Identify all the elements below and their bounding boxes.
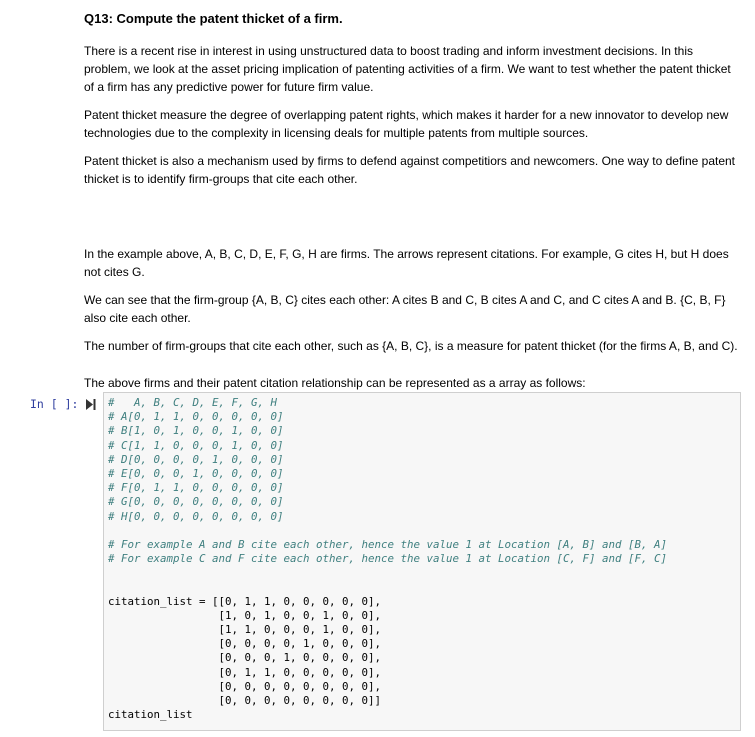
code-line: [0, 0, 0, 0, 0, 0, 0, 0], (108, 679, 382, 693)
code-line (108, 580, 667, 594)
code-comment-line: # G[0, 0, 0, 0, 0, 0, 0, 0] (108, 495, 284, 509)
code-line: [0, 1, 1, 0, 0, 0, 0, 0], (108, 665, 382, 679)
code-line (108, 566, 667, 580)
code-comment-line: # D[0, 0, 0, 0, 1, 0, 0, 0] (108, 452, 284, 466)
code-line: citation_list (108, 708, 193, 722)
question-title: Q13: Compute the patent thicket of a firm. (84, 11, 343, 26)
paragraph: In the example above, A, B, C, D, E, F, G, H are firms. The arrows represent citations. For example, G cites H, but H does not cites G. (84, 247, 729, 279)
code-comment-line: # C[1, 1, 0, 0, 0, 1, 0, 0] (108, 438, 284, 452)
paragraph: There is a recent rise in interest in using unstructured data to boost trading and inform investment decisions. In this problem, we look at the asset pricing implication of patenting activities of a firm. We want to test whether the patent thicket of a firm has any predictive power for future firm value. (84, 44, 731, 94)
code-line: [1, 1, 0, 0, 0, 1, 0, 0], (108, 623, 382, 636)
code-comment-line: # For example C and F cite each other, hence the value 1 at Location [C, F] and [F, C] (108, 552, 668, 566)
missing-image-placeholder (84, 198, 739, 245)
code-line: citation_list = [[0, 1, 1, 0, 0, 0, 0, 0], (108, 594, 382, 608)
code-line: [0, 0, 0, 0, 0, 0, 0, 0]] (108, 693, 382, 707)
code-comment-line: # F[0, 1, 1, 0, 0, 0, 0, 0] (108, 481, 284, 495)
markdown-cell (84, 10, 739, 402)
paragraph: Patent thicket is also a mechanism used by firms to defend against competitiors and newcomers. One way to define patent thicket is to identify firm-groups that cite each other. (84, 154, 736, 186)
paragraph: We can see that the firm-group {A, B, C} cites each other: A cites B and C, B cites A and C, and C cites A and B. {C, B, F} also cite each other. (84, 293, 726, 325)
paragraph: The above firms and their patent citation relationship can be represented as a array as follows: (84, 376, 586, 390)
code-comment-line: # For example A and B cite each other, hence the value 1 at Location [A, B] and [B, A] (108, 537, 668, 551)
code-line: [1, 0, 1, 0, 0, 1, 0, 0], (108, 608, 382, 622)
code-comment-line: # E[0, 0, 0, 1, 0, 0, 0, 0] (108, 466, 284, 480)
cell-prompt: In [ ]: (30, 397, 79, 411)
code-comment-line: # B[1, 0, 1, 0, 0, 1, 0, 0] (108, 424, 284, 438)
code-comment-line: # A[0, 1, 1, 0, 0, 0, 0, 0] (108, 410, 284, 424)
code-comment-line: # H[0, 0, 0, 0, 0, 0, 0, 0] (108, 509, 284, 523)
code-line: [0, 0, 0, 0, 1, 0, 0, 0], (108, 637, 382, 651)
code-comment-line: # A, B, C, D, E, F, G, H (108, 396, 278, 409)
paragraph: Patent thicket measure the degree of overlapping patent rights, which makes it harder for a new innovator to develop new technologies due to the complexity in licensing deals for multiple patents from multiple sources. (84, 108, 729, 140)
run-cell-icon[interactable] (86, 399, 96, 410)
paragraph: The number of firm-groups that cite each other, such as {A, B, C}, is a measure for patent thicket (for the firms A, B, and C). (84, 339, 738, 353)
code-line: [0, 0, 0, 1, 0, 0, 0, 0], (108, 651, 382, 665)
code-cell-input[interactable] (103, 392, 741, 731)
code-line (108, 524, 667, 538)
code-editor[interactable] (108, 396, 667, 722)
